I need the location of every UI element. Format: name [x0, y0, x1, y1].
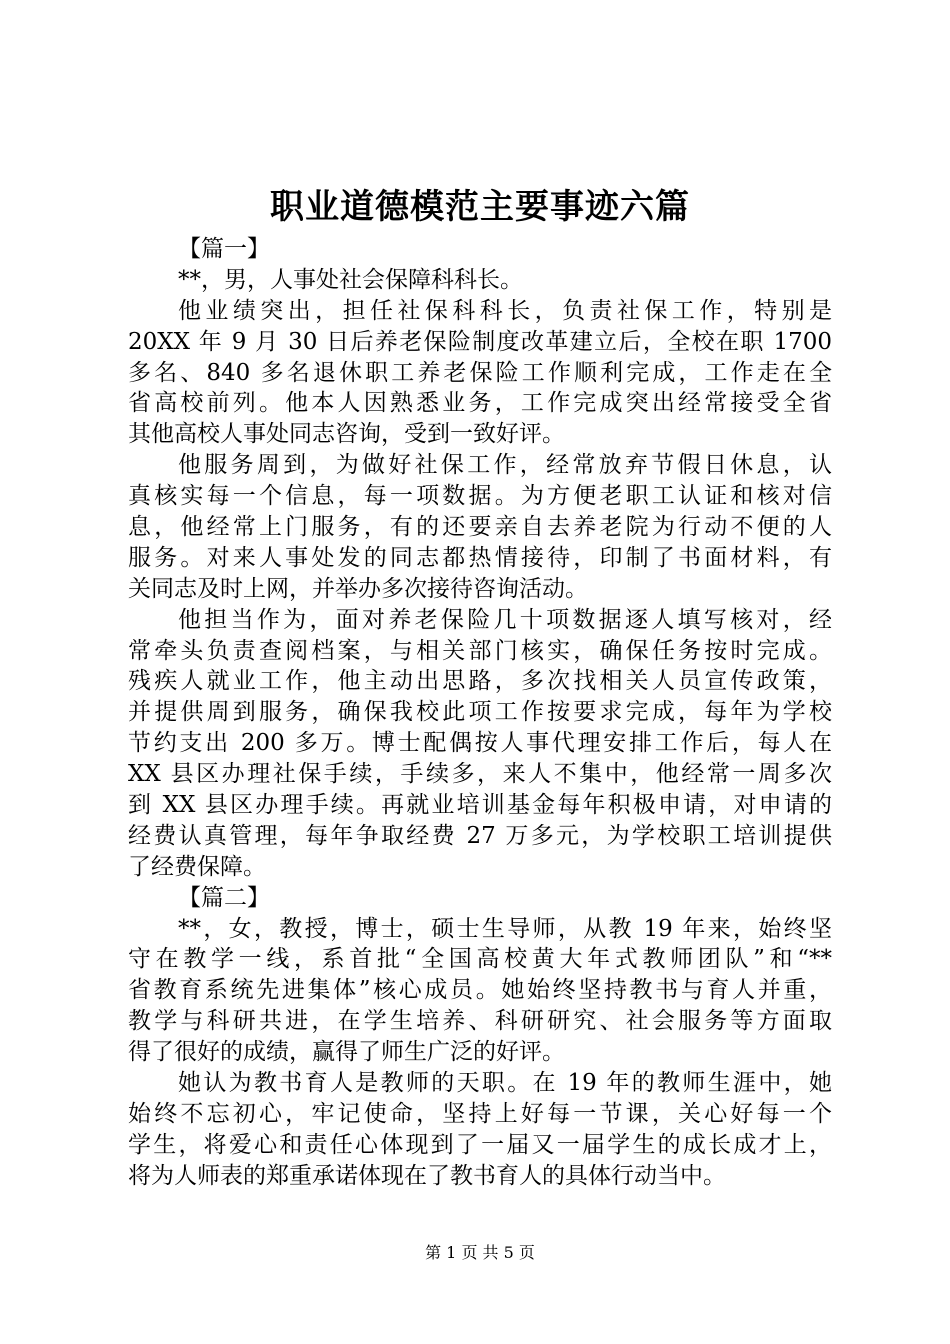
- text-line: **，女，教授，博士，硕士生导师，从教 19 年来，始终坚: [178, 915, 832, 942]
- text-line: 守在教学一线，系首批“全国高校黄大年式教师团队”和“**: [128, 946, 832, 973]
- text-line: 始终不忘初心，牢记使命，坚持上好每一节课，关心好每一个: [128, 1100, 832, 1127]
- text-line: 得了很好的成绩，赢得了师生广泛的好评。: [128, 1039, 565, 1066]
- text-line: 关同志及时上网，并举办多次接待咨询活动。: [128, 575, 588, 602]
- text-line: 他担当作为，面对养老保险几十项数据逐人填写核对，经: [178, 606, 832, 633]
- text-line: 并提供周到服务，确保我校此项工作按要求完成，每年为学校: [128, 699, 832, 726]
- text-line: 她认为教书育人是教师的天职。在 19 年的教师生涯中，她: [178, 1070, 832, 1097]
- text-line: 他服务周到，为做好社保工作，经常放弃节假日休息，认: [178, 452, 832, 479]
- text-line: 经费认真管理，每年争取经费 27 万多元，为学校职工培训提供: [128, 822, 832, 849]
- text-line: 残疾人就业工作，他主动出思路，多次找相关人员宣传政策，: [128, 668, 832, 695]
- page-footer: 第 1 页 共 5 页: [425, 1243, 535, 1262]
- document-page: [128, 0, 832, 1344]
- document-title: 职业道德模范主要事迹六篇: [270, 187, 690, 227]
- text-line: 多名、840 多名退休职工养老保险工作顺利完成，工作走在全: [128, 359, 832, 386]
- document-body: [128, 234, 832, 1192]
- text-line: 【篇二】: [178, 884, 270, 911]
- text-line: 他业绩突出，担任社保科科长，负责社保工作，特别是: [178, 297, 832, 324]
- text-line: 节约支出 200 多万。博士配偶按人事代理安排工作后，每人在: [128, 730, 832, 757]
- text-line: 了经费保障。: [128, 853, 266, 880]
- text-line: 省教育系统先进集体”核心成员。她始终坚持教书与育人并重，: [128, 977, 832, 1004]
- text-line: 【篇一】: [178, 236, 270, 262]
- text-line: 学生，将爱心和责任心体现到了一届又一届学生的成长成才上，: [128, 1131, 832, 1158]
- text-line: 其他高校人事处同志咨询，受到一致好评。: [128, 421, 565, 448]
- text-line: 将为人师表的郑重承诺体现在了教书育人的具体行动当中。: [128, 1162, 726, 1189]
- text-line: 息，他经常上门服务，有的还要亲自去养老院为行动不便的人: [128, 514, 832, 541]
- text-line: 教学与科研共进，在学生培养、科研研究、社会服务等方面取: [128, 1008, 832, 1035]
- text-line: 服务。对来人事处发的同志都热情接待，印制了书面材料，有: [128, 544, 832, 571]
- text-line: 20XX 年 9 月 30 日后养老保险制度改革建立后，全校在职 1700: [128, 328, 832, 355]
- text-line: 省高校前列。他本人因熟悉业务，工作完成突出经常接受全省: [128, 390, 832, 417]
- text-line: 到 XX 县区办理手续。再就业培训基金每年积极申请，对申请的: [128, 792, 832, 819]
- text-line: 常牵头负责查阅档案，与相关部门核实，确保任务按时完成。: [128, 637, 832, 664]
- text-line: **，男，人事处社会保障科科长。: [178, 266, 523, 293]
- text-line: 真核实每一个信息，每一项数据。为方便老职工认证和核对信: [128, 483, 832, 510]
- text-line: XX 县区办理社保手续，手续多，来人不集中，他经常一周多次: [128, 761, 832, 788]
